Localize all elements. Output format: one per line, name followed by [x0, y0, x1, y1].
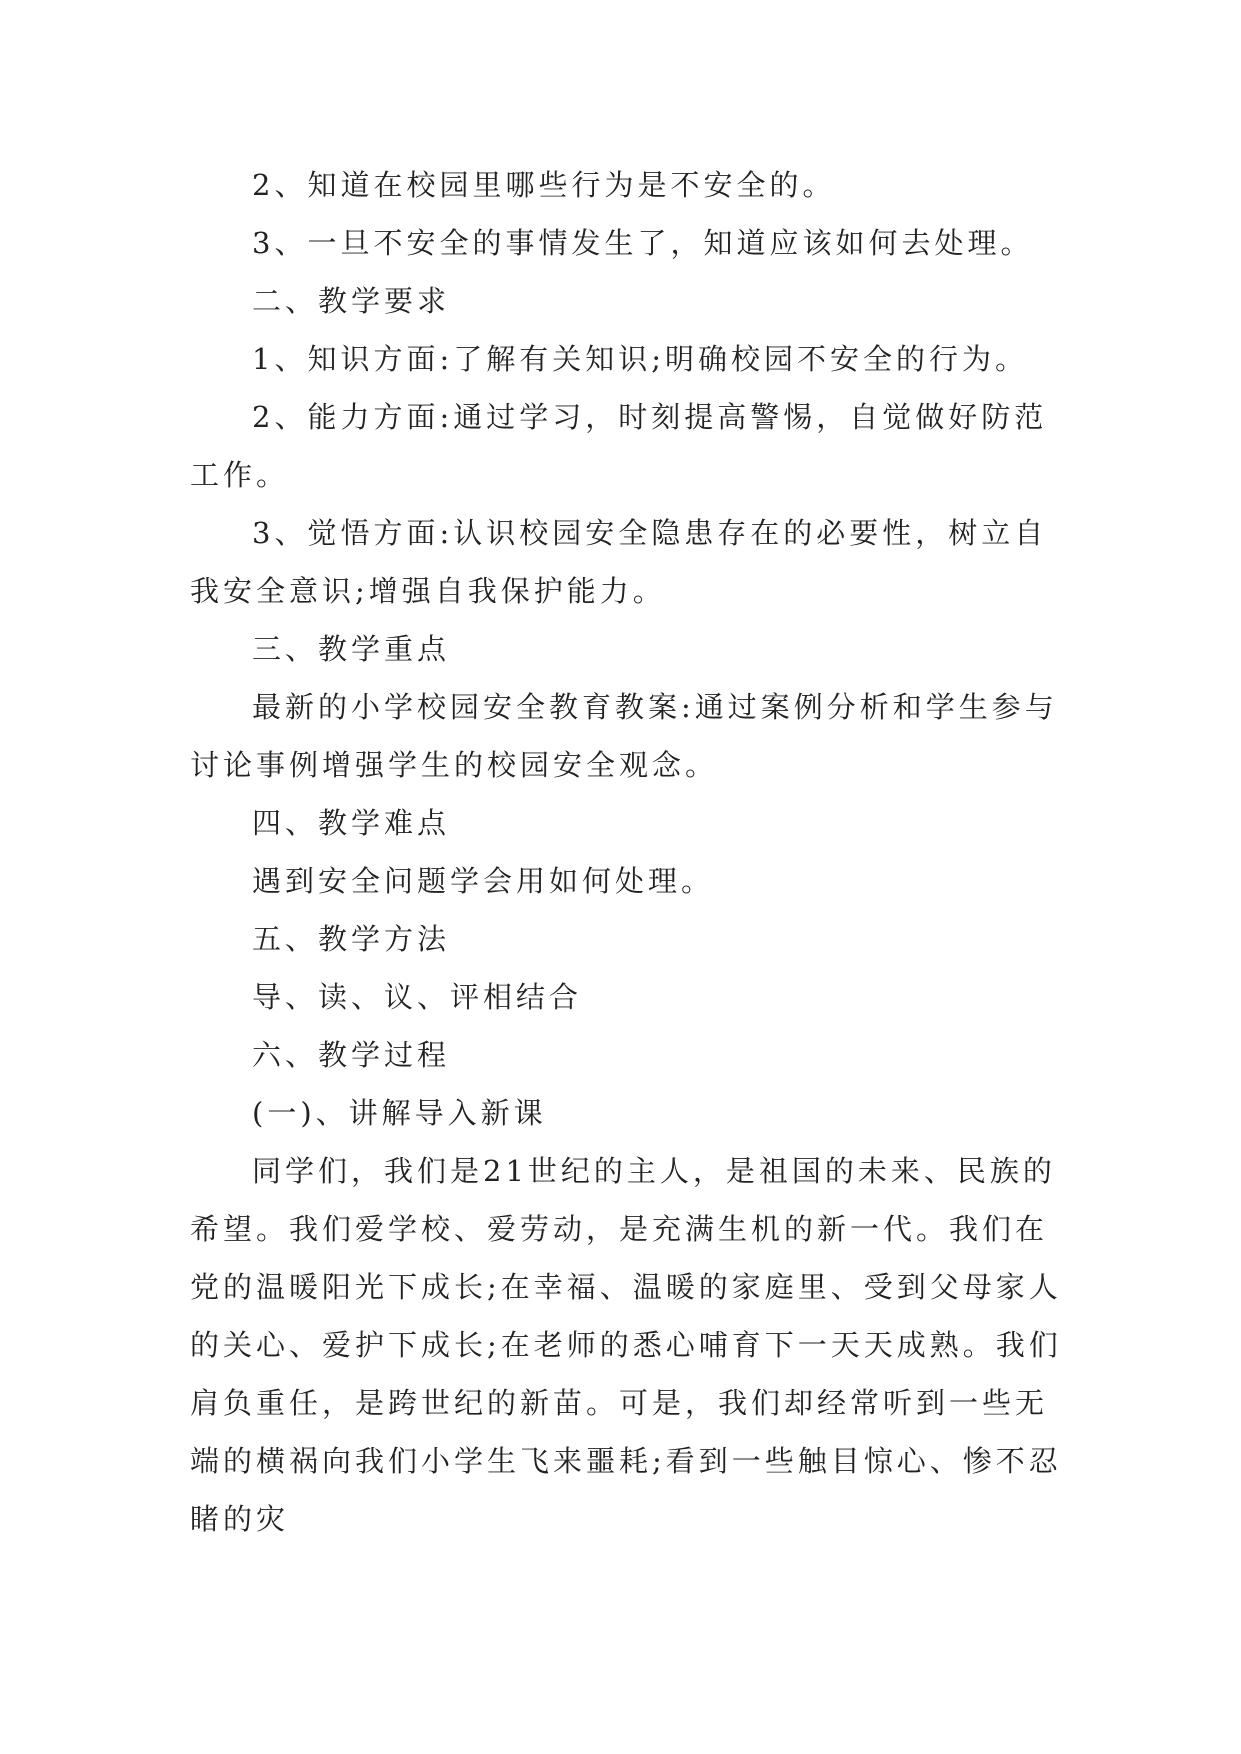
section-heading-methods: 五、教学方法 — [252, 922, 451, 956]
paragraph-requirement-ability: 2、能力方面:通过学习，时刻提高警惕，自觉做好防范工作。 — [190, 400, 1048, 492]
paragraph-introduction: 同学们，我们是21世纪的主人，是祖国的未来、民族的希望。我们爱学校、爱劳动，是充满生机的新一代。我们在党的温暖阳光下成长;在幸福、温暖的家庭里、受到父母家人的关心、爱护下成长;在老师的悉心哺育下一天天成熟。我们肩负重任，是跨世纪的新苗。可是，我们却经常听到一些无端的横祸向我们小学生飞来噩耗;看到一些触目惊心、惨不忍睹的灾 — [190, 1154, 1062, 1536]
paragraph-requirement-knowledge: 1、知识方面:了解有关知识;明确校园不安全的行为。 — [252, 342, 1028, 376]
paragraph-requirement-awareness: 3、觉悟方面:认识校园安全隐患存在的必要性，树立自我安全意识;增强自我保护能力。 — [190, 516, 1048, 608]
section-heading-difficulties: 四、教学难点 — [252, 806, 451, 840]
paragraph-objective-3: 3、一旦不安全的事情发生了，知道应该如何去处理。 — [252, 226, 1034, 260]
section-heading-key-points: 三、教学重点 — [252, 632, 451, 666]
section-heading-requirements: 二、教学要求 — [252, 284, 451, 318]
paragraph-difficulties: 遇到安全问题学会用如何处理。 — [252, 864, 715, 898]
paragraph-key-points: 最新的小学校园安全教育教案:通过案例分析和学生参与讨论事例增强学生的校园安全观念。 — [190, 690, 1058, 782]
document-body — [190, 156, 1070, 1548]
paragraph-objective-2: 2、知道在校园里哪些行为是不安全的。 — [252, 168, 836, 202]
subsection-heading-introduction: (一)、讲解导入新课 — [252, 1096, 547, 1130]
section-heading-process: 六、教学过程 — [252, 1038, 451, 1072]
paragraph-methods: 导、读、议、评相结合 — [252, 980, 583, 1014]
